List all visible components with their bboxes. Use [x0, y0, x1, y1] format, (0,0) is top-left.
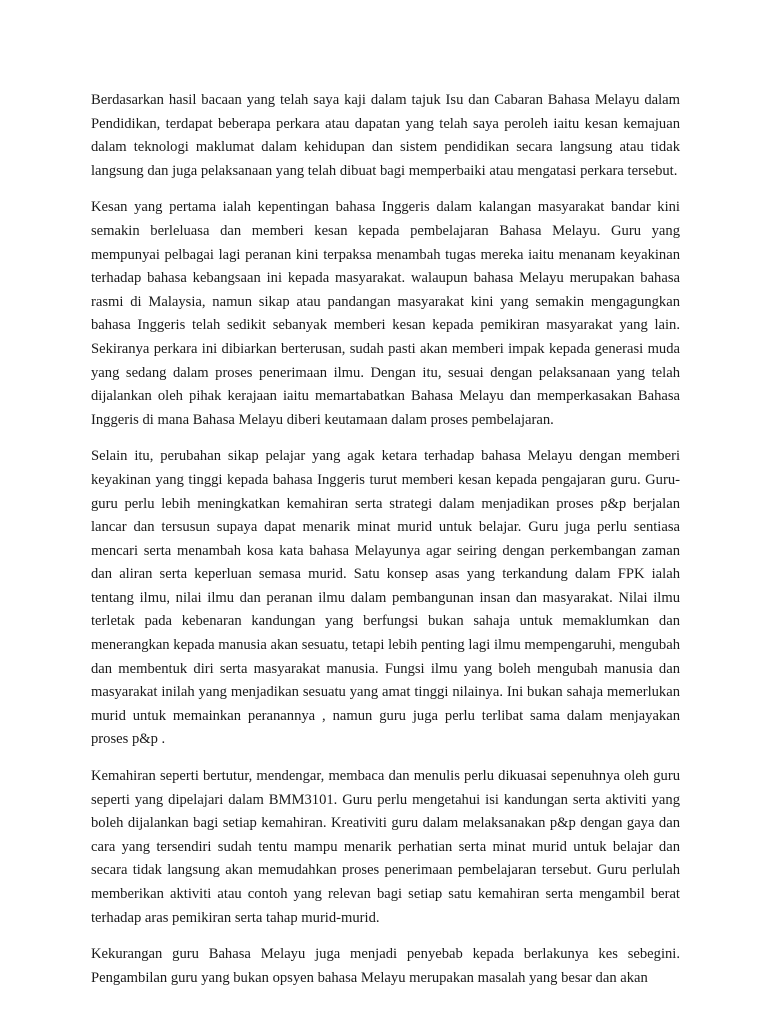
paragraph: Kemahiran seperti bertutur, mendengar, membaca dan menulis perlu dikuasai sepenuhnya oleh guru seperti yang dipelajari dalam BMM3101. Guru perlu mengetahui isi kandungan serta aktiviti yang boleh dijalankan bagi setiap kemahiran. Kreativiti guru dalam melaksanakan p&p dengan gaya dan cara yang tersendiri sudah tentu mampu menarik perhatian serta minat murid untuk belajar dan secara tidak langsung akan memudahkan proses penerimaan pembelajaran tersebut. Guru perlulah memberikan aktiviti atau contoh yang relevan bagi setiap satu kemahiran serta mengambil berat terhadap aras pemikiran serta tahap murid-murid.: [91, 768, 680, 926]
paragraph: Kekurangan guru Bahasa Melayu juga menjadi penyebab kepada berlakunya kes sebegini. Pengambilan guru yang bukan opsyen bahasa Melayu merupakan masalah yang besar dan akan: [91, 946, 680, 986]
paragraph: Berdasarkan hasil bacaan yang telah saya kaji dalam tajuk Isu dan Cabaran Bahasa Melayu dalam Pendidikan, terdapat beberapa perkara atau dapatan yang telah saya peroleh iaitu kesan kemajuan dalam teknologi maklumat dalam kehidupan dan sistem pendidikan secara langsung atau tidak langsung dan juga pelaksanaan yang telah dibuat bagi memperbaiki atau mengatasi perkara tersebut.: [91, 92, 680, 179]
paragraph: Kesan yang pertama ialah kepentingan bahasa Inggeris dalam kalangan masyarakat bandar kini semakin berleluasa dan memberi kesan kepada pembelajaran Bahasa Melayu. Guru yang mempunyai pelbagai lagi peranan kini terpaksa menambah tugas mereka iaitu menanam keyakinan terhadap bahasa kebangsaan ini kepada masyarakat. walaupun bahasa Melayu merupakan bahasa rasmi di Malaysia, namun sikap atau pandangan masyarakat kini yang semakin mengagungkan bahasa Inggeris telah sedikit sebanyak memberi kesan kepada pemikiran masyarakat yang lain. Sekiranya perkara ini dibiarkan berterusan, sudah pasti akan memberi impak kepada generasi muda yang sedang dalam proses penerimaan ilmu. Dengan itu, sesuai dengan pelaksanaan yang telah dijalankan oleh pihak kerajaan iaitu memartabatkan Bahasa Melayu dan memperkasakan Bahasa Inggeris di mana Bahasa Melayu diberi keutamaan dalam proses pembelajaran.: [91, 199, 680, 428]
document-body: [91, 89, 680, 1003]
paragraph: Selain itu, perubahan sikap pelajar yang agak ketara terhadap bahasa Melayu dengan memberi keyakinan yang tinggi kepada bahasa Inggeris turut memberi kesan kepada pengajaran guru. Guru-guru perlu lebih meningkatkan kemahiran serta strategi dalam menjadikan proses p&p berjalan lancar dan tersusun supaya dapat menarik minat murid untuk belajar. Guru juga perlu sentiasa mencari serta menambah kosa kata bahasa Melayunya agar seiring dengan perkembangan zaman dan aliran serta keperluan semasa murid. Satu konsep asas yang terkandung dalam FPK ialah tentang ilmu, nilai ilmu dan peranan ilmu dalam pembangunan insan dan masyarakat. Nilai ilmu terletak pada kebenaran kandungan yang berfungsi bukan sahaja untuk memaklumkan dan menerangkan kepada manusia akan sesuatu, tetapi lebih penting lagi ilmu mempengaruhi, mengubah dan membentuk diri serta masyarakat manusia. Fungsi ilmu yang boleh mengubah manusia dan masyarakat inilah yang menjadikan sesuatu yang amat tinggi nilainya. Ini bukan sahaja memerlukan murid untuk memainkan peranannya , namun guru juga perlu terlibat sama dalam menjayakan proses p&p .: [91, 448, 680, 748]
